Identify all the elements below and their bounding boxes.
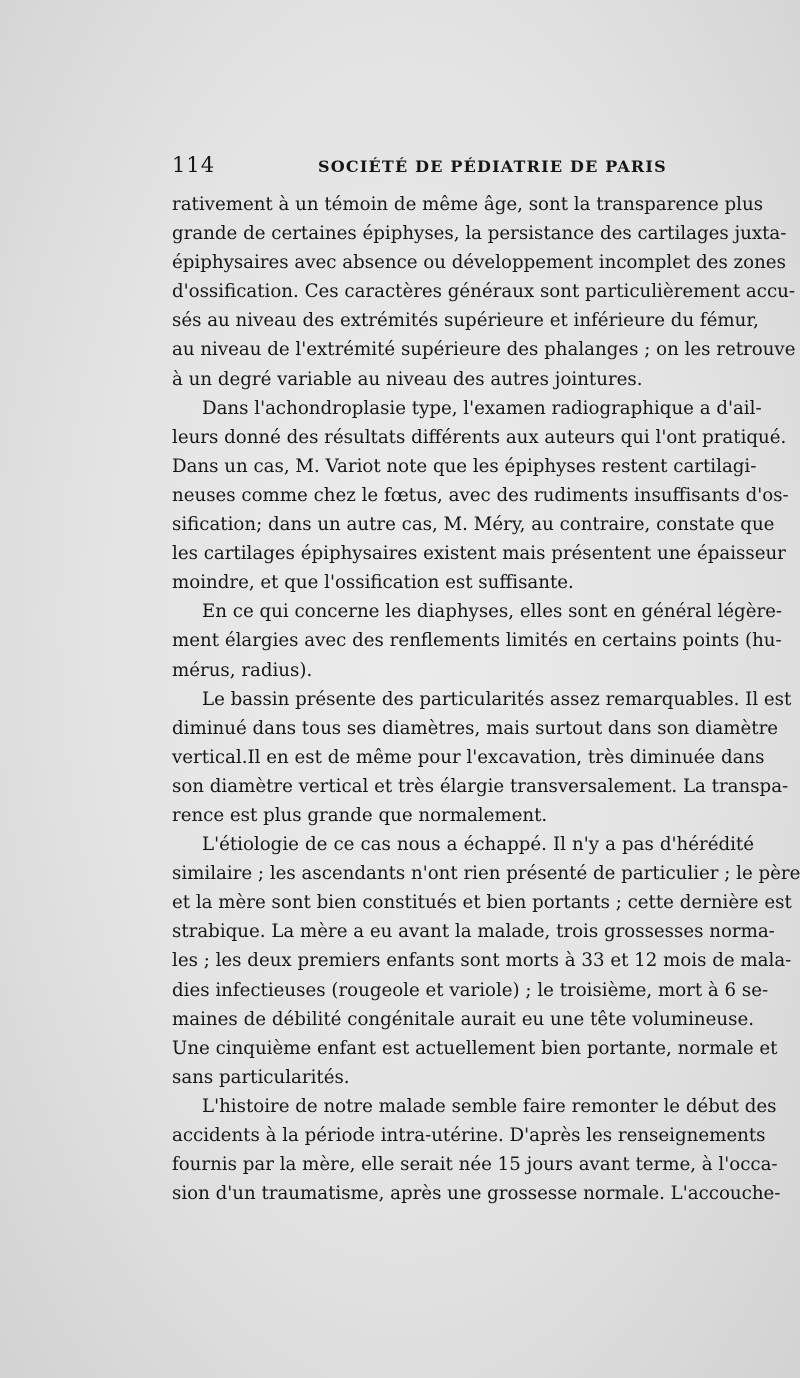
body-text	[172, 190, 800, 1208]
text-line: rativement à un témoin de même âge, sont la transparence plus	[172, 194, 764, 215]
text-line: maines de débilité congénitale aurait eu une tête volumineuse.	[172, 1008, 754, 1030]
text-line: fournis par la mère, elle serait née 15 jours avant terme, à l'occa-	[172, 1154, 778, 1176]
text-line: à un degré variable au niveau des autres jointures.	[172, 368, 643, 390]
text-line: accidents à la période intra-utérine. D'après les renseignements	[172, 1125, 766, 1146]
text-line: rence est plus grande que normalement.	[172, 804, 548, 826]
text-line: et la mère sont bien constitués et bien portants ; cette dernière est	[172, 892, 792, 914]
text-line: grande de certaines épiphyses, la persistance des cartilages juxta-	[172, 223, 787, 245]
text-line: L'histoire de notre malade semble faire remonter le début des	[202, 1095, 777, 1117]
text-line: sification; dans un autre cas, M. Méry, au contraire, constate que	[172, 514, 775, 536]
text-line: Dans un cas, M. Variot note que les épiphyses restent cartilagi-	[172, 455, 757, 477]
text-line: similaire ; les ascendants n'ont rien présenté de particulier ; le père	[172, 863, 800, 885]
text-line: diminué dans tous ses diamètres, mais surtout dans son diamètre	[172, 717, 779, 739]
text-line: sés au niveau des extrémités supérieure et inférieure du fémur,	[172, 310, 759, 332]
text-line: moindre, et que l'ossification est suffisante.	[172, 572, 574, 594]
text-line: son diamètre vertical et très élargie transversalement. La transpa-	[172, 775, 789, 797]
text-line: au niveau de l'extrémité supérieure des phalanges ; on les retrouve	[172, 339, 796, 361]
text-line: les cartilages épiphysaires existent mais présentent une épaisseur	[172, 543, 786, 565]
text-line: Le bassin présente des particularités assez remarquables. Il est	[202, 688, 792, 710]
page-header	[172, 153, 752, 183]
text-line: d'ossification. Ces caractères généraux sont particulièrement accu-	[172, 281, 795, 303]
text-line: épiphysaires avec absence ou développement incomplet des zones	[172, 252, 786, 274]
text-line: dies infectieuses (rougeole et variole) ; le troisième, mort à 6 se-	[172, 979, 769, 1001]
text-line: L'étiologie de ce cas nous a échappé. Il n'y a pas d'hérédité	[202, 834, 754, 856]
text-line: Une cinquième enfant est actuellement bien portante, normale et	[172, 1037, 778, 1059]
page-number: 114	[172, 153, 216, 177]
text-line: sans particularités.	[172, 1066, 350, 1088]
text-line: mérus, radius).	[172, 659, 313, 681]
text-line: leurs donné des résultats différents aux auteurs qui l'ont pratiqué.	[172, 426, 787, 448]
text-line: vertical.Il en est de même pour l'excavation, très diminuée dans	[172, 746, 765, 768]
text-line: strabique. La mère a eu avant la malade, trois grossesses norma-	[172, 921, 775, 943]
text-line: neuses comme chez le fœtus, avec des rudiments insuffisants d'os-	[172, 484, 789, 506]
text-line: ment élargies avec des renflements limités en certains points (hu-	[172, 630, 782, 652]
text-line: Dans l'achondroplasie type, l'examen radiographique a d'ail-	[202, 397, 762, 419]
running-title: SOCIÉTÉ DE PÉDIATRIE DE PARIS	[318, 157, 667, 176]
text-line: les ; les deux premiers enfants sont morts à 33 et 12 mois de mala-	[172, 950, 792, 972]
text-line: sion d'un traumatisme, après une grossesse normale. L'accouche-	[172, 1183, 781, 1205]
text-line: En ce qui concerne les diaphyses, elles sont en général légère-	[202, 601, 783, 623]
